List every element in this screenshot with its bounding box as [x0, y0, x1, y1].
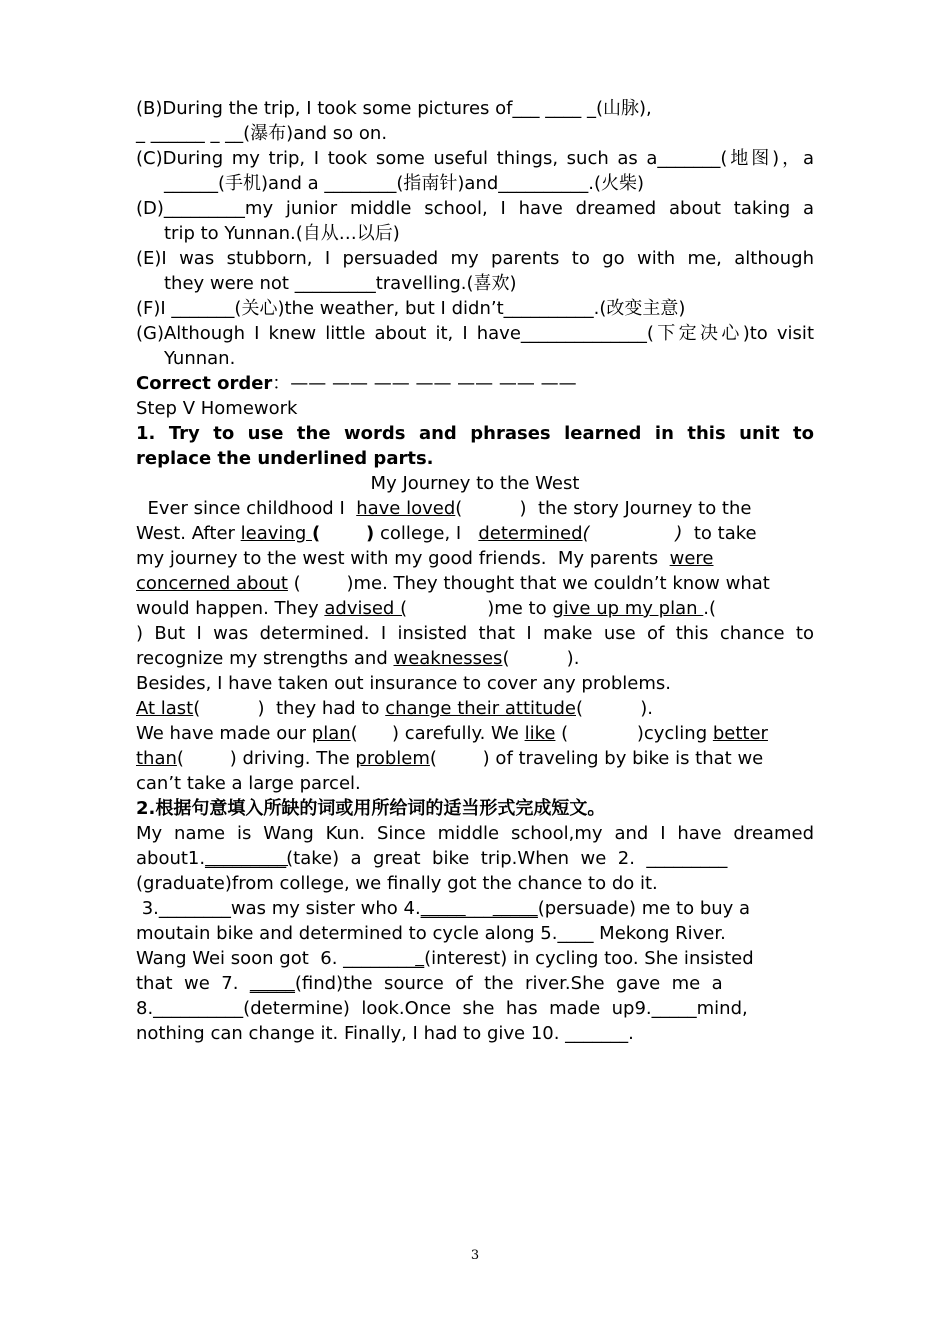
text-run: ( ). — [576, 698, 653, 719]
task1-heading-cont: replace the underlined parts. — [136, 448, 434, 469]
text-run: ) — [366, 523, 375, 544]
task2-line — [136, 946, 814, 971]
text-run: ___ — [465, 898, 493, 919]
passage-line — [136, 571, 814, 596]
text-run: We have made our — [136, 723, 312, 744]
task2-line: nothing can change it. Finally, I had to give 10. _______. — [136, 1023, 634, 1044]
passage-line — [136, 521, 814, 546]
underlined-phrase: than — [136, 748, 177, 769]
text-run: my journey to the west with my good friends. My parents — [136, 548, 670, 569]
exercise-line-c-cont: ______(手机)and a ________(指南针)and__________.(火柴) — [164, 173, 645, 194]
text-run: ( ) driving. The — [176, 748, 356, 769]
passage-line: ) But I was determined. I insisted that I make use of this chance to — [136, 623, 814, 644]
text-run: ( ) they had to — [193, 698, 386, 719]
text-run: recognize my strengths and — [136, 648, 394, 669]
text-run: to take — [682, 523, 757, 544]
text-run: college, I — [374, 523, 479, 544]
underlined-phrase: problem — [355, 748, 430, 769]
text-run: Ever since childhood I — [136, 498, 357, 519]
underlined-phrase: have loved — [356, 498, 456, 519]
passage-line — [136, 546, 814, 571]
exercise-line-b: (B)During the trip, I took some pictures of___ ____ _(山脉), — [136, 98, 652, 119]
exercise-line-g-cont: Yunnan. — [164, 348, 236, 369]
passage-title: My Journey to the West — [370, 473, 580, 494]
task2-line: 8.__________(determine) look.Once she has made up9._____mind, — [136, 998, 748, 1019]
text-run: that we 7. — [136, 973, 250, 994]
exercise-line-d: (D)_________my junior middle school, I have dreamed about taking a — [136, 198, 814, 219]
page-number: 3 — [470, 1248, 480, 1263]
underlined-phrase: At last — [136, 698, 194, 719]
text-run: West. After — [136, 523, 241, 544]
exercise-line-d-cont: trip to Yunnan.(自从…以后) — [164, 223, 400, 244]
underlined-phrase: advised ( — [324, 598, 408, 619]
answer-blank: _____ — [492, 898, 538, 919]
text-run: ( )me. They thought that we couldn’t know what — [287, 573, 770, 594]
passage-line — [136, 746, 814, 771]
underlined-phrase: change their attitude — [385, 698, 576, 719]
text-run: 3.________was my sister who 4. — [136, 898, 421, 919]
text-run: ( ) — [582, 523, 683, 544]
underlined-phrase: determined — [478, 523, 583, 544]
text-run: ( ) the story Journey to the — [455, 498, 752, 519]
step-heading: Step V Homework — [136, 398, 298, 419]
answer-blank: _____ — [420, 898, 466, 919]
passage-line — [136, 646, 814, 671]
task2-line — [136, 846, 814, 871]
text-run: ( ). — [502, 648, 580, 669]
exercise-line-f: (F)I _______(关心)the weather, but I didn’t__________.(改变主意) — [136, 298, 686, 319]
exercise-line-b-cont: _ ______ _ __(瀑布)and so on. — [136, 123, 388, 144]
worksheet-page — [136, 96, 814, 1046]
text-run: would happen. They — [136, 598, 325, 619]
underlined-phrase: give up my plan — [552, 598, 704, 619]
text-run: Wang Wei soon got 6. ________ — [136, 948, 416, 969]
text-run: about1. — [136, 848, 206, 869]
exercise-line-c: (C)During my trip, I took some useful things, such as a_______(地图)，a — [136, 148, 814, 169]
correct-order-line — [136, 371, 814, 396]
underlined-phrase: concerned about — [136, 573, 288, 594]
answer-blank: _ — [415, 948, 425, 969]
correct-order-label: Correct order — [136, 373, 273, 394]
underlined-phrase: better — [712, 723, 768, 744]
task1-heading: 1. Try to use the words and phrases learned in this unit to — [136, 423, 814, 444]
underlined-phrase: plan — [311, 723, 351, 744]
text-run: ( ) of traveling by bike is that we — [429, 748, 764, 769]
text-run — [320, 523, 366, 544]
task2-line: (graduate)from college, we finally got the chance to do it. — [136, 873, 658, 894]
task2-line — [136, 896, 814, 921]
passage-line — [136, 496, 814, 521]
text-run: (persuade) me to buy a — [537, 898, 751, 919]
text-run: )me to — [407, 598, 553, 619]
passage-line: can’t take a large parcel. — [136, 773, 361, 794]
exercise-line-g: (G)Although I knew little about it, I have______________(下定决心)to visit — [136, 323, 814, 344]
passage-line: Besides, I have taken out insurance to cover any problems. — [136, 673, 671, 694]
underlined-phrase: leaving — [240, 523, 312, 544]
text-run: ( ) carefully. We — [350, 723, 525, 744]
task2-line: moutain bike and determined to cycle along 5.____ Mekong River. — [136, 923, 726, 944]
underlined-phrase: like — [524, 723, 556, 744]
passage-line — [136, 721, 814, 746]
passage-line — [136, 696, 814, 721]
correct-order-blanks: ：—— —— —— —— —— —— —— — [272, 373, 577, 394]
underlined-phrase: weaknesses — [393, 648, 503, 669]
text-run: (find)the source of the river.She gave me a — [294, 973, 723, 994]
underlined-phrase: were — [669, 548, 714, 569]
task2-heading: 2.根据句意填入所缺的词或用所给词的适当形式完成短文。 — [136, 798, 606, 819]
answer-blank: _________( — [205, 848, 294, 869]
task2-line: My name is Wang Kun. Since middle school,my and I have dreamed — [136, 823, 814, 844]
text-run: (interest) in cycling too. She insisted — [424, 948, 754, 969]
exercise-line-e-cont: they were not _________travelling.(喜欢) — [164, 273, 517, 294]
task2-line — [136, 971, 814, 996]
answer-blank: _____ — [249, 973, 295, 994]
text-run: .( — [703, 598, 717, 619]
text-run: ( — [311, 523, 321, 544]
passage-line — [136, 596, 814, 621]
text-run: ( )cycling — [555, 723, 713, 744]
text-run: take) a great bike trip.When we 2. _________ — [293, 848, 728, 869]
exercise-line-e: (E)I was stubborn, I persuaded my parents to go with me, although — [136, 248, 814, 269]
